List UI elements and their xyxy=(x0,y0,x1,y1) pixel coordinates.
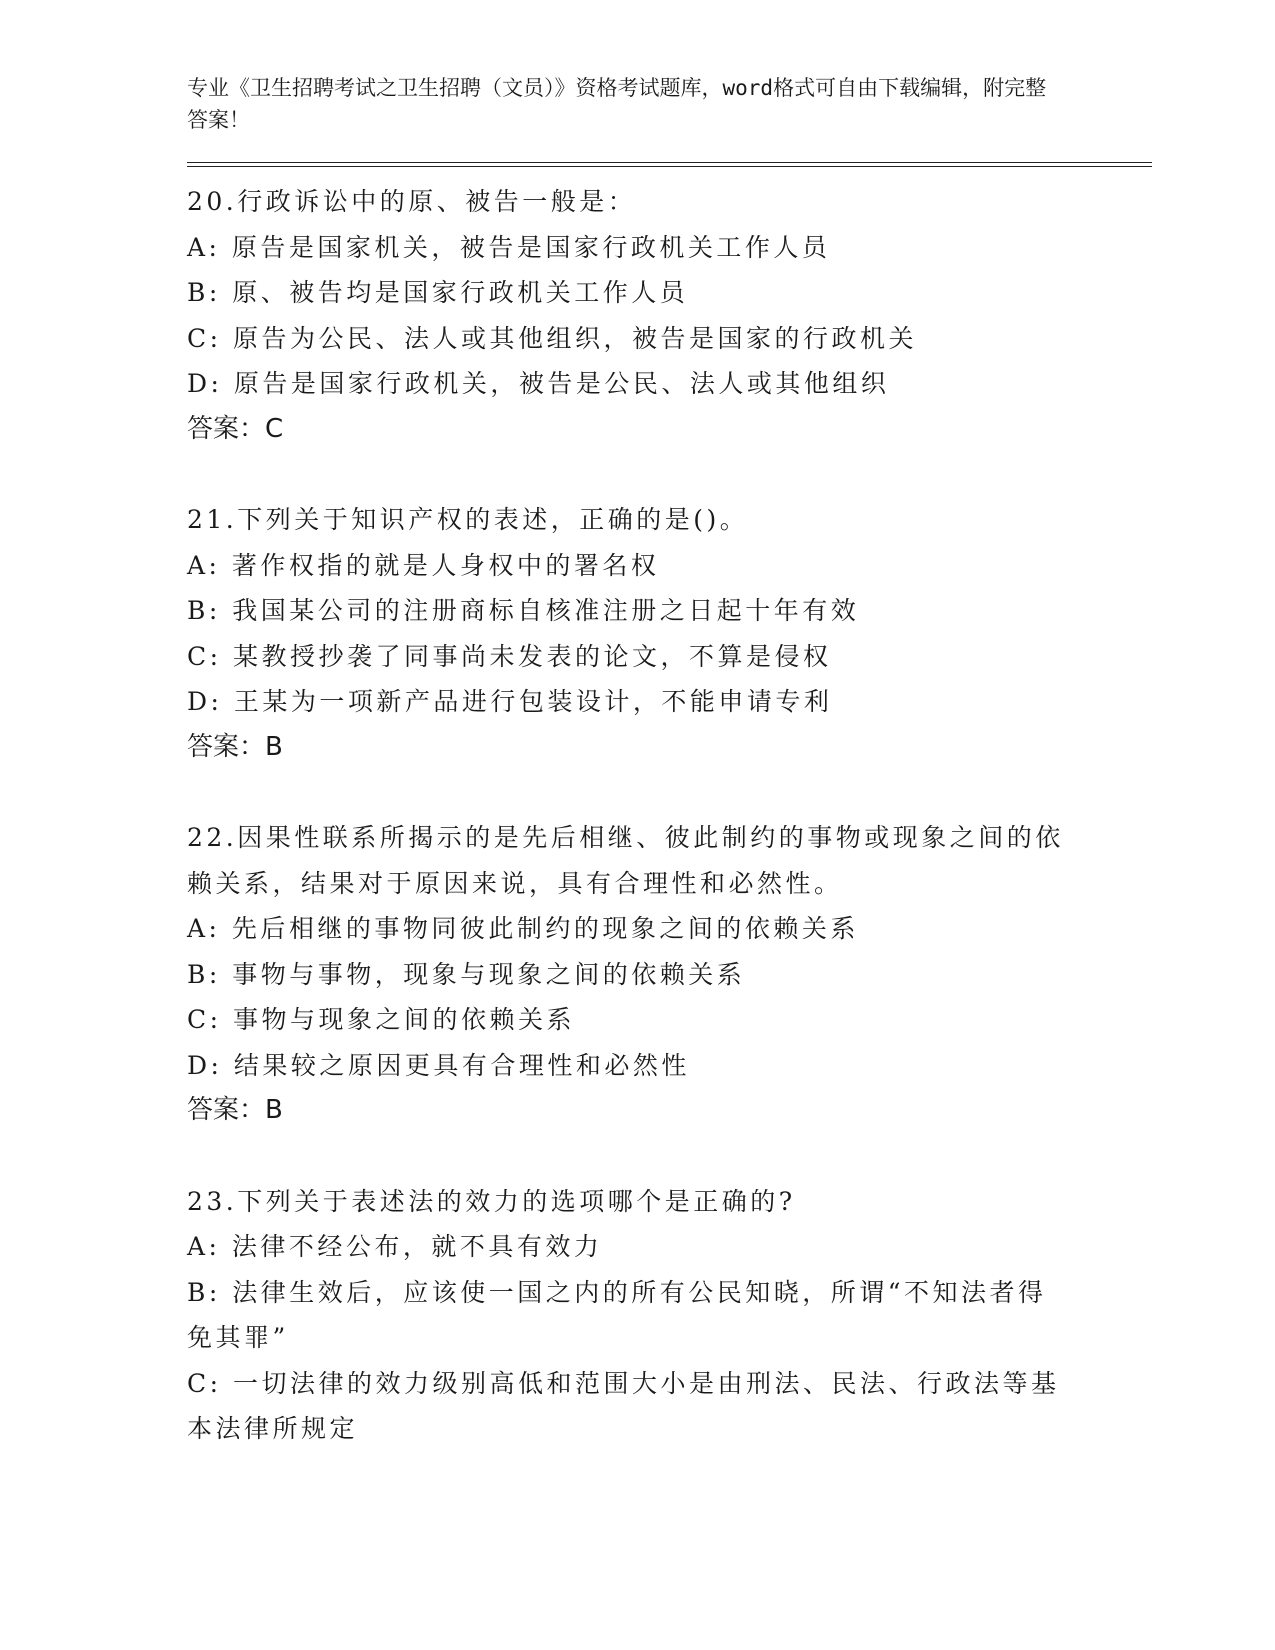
question-list xyxy=(187,179,1147,1452)
option-c: C: 一切法律的效力级别高低和范围大小是由刑法、民法、行政法等基本法律所规定 xyxy=(187,1368,1060,1443)
option-b: B: 原、被告均是国家行政机关工作人员 xyxy=(187,278,689,307)
option-c: C: 原告为公民、法人或其他组织，被告是国家的行政机关 xyxy=(187,323,918,353)
question-20 xyxy=(187,179,1147,452)
question-22 xyxy=(187,815,1147,1134)
question-stem: 22.因果性联系所揭示的是先后相继、彼此制约的事物或现象之间的依赖关系，结果对于原因来说，具有合理性和必然性。 xyxy=(187,823,1064,898)
option-a: A: 原告是国家机关，被告是国家行政机关工作人员 xyxy=(187,232,831,262)
option-b: B: 法律生效后，应该使一国之内的所有公民知晓，所谓“不知法者得免其罪” xyxy=(187,1277,1047,1352)
option-b: B: 事物与事物，现象与现象之间的依赖关系 xyxy=(187,959,746,989)
header-rule-top xyxy=(187,162,1152,163)
option-c: C: 某教授抄袭了同事尚未发表的论文，不算是侵权 xyxy=(187,641,832,671)
header-double-rule xyxy=(187,162,1152,167)
option-d: D: 王某为一项新产品进行包装设计，不能申请专利 xyxy=(187,687,833,716)
question-stem: 21.下列关于知识产权的表述，正确的是()。 xyxy=(187,505,749,534)
option-a: A: 先后相继的事物同彼此制约的现象之间的依赖关系 xyxy=(187,914,859,943)
answer: 答案：B xyxy=(187,1095,283,1125)
option-d: D: 原告是国家行政机关，被告是公民、法人或其他组织 xyxy=(187,369,890,398)
question-23 xyxy=(187,1179,1147,1452)
option-d: D: 结果较之原因更具有合理性和必然性 xyxy=(187,1050,690,1080)
question-stem: 20.行政诉讼中的原、被告一般是： xyxy=(187,187,637,216)
document-page xyxy=(187,72,1147,1497)
question-21 xyxy=(187,497,1147,770)
document-header: 专业《卫生招聘考试之卫生招聘（文员）》资格考试题库，word格式可自由下载编辑，附完整答案！ xyxy=(187,76,1047,132)
question-stem: 23.下列关于表述法的效力的选项哪个是正确的? xyxy=(187,1186,796,1216)
answer: 答案：C xyxy=(187,413,284,444)
option-c: C: 事物与现象之间的依赖关系 xyxy=(187,1005,575,1034)
header-rule-bottom xyxy=(187,166,1152,167)
option-a: A: 法律不经公布，就不具有效力 xyxy=(187,1232,603,1261)
option-b: B: 我国某公司的注册商标自核准注册之日起十年有效 xyxy=(187,596,860,625)
option-a: A: 著作权指的就是人身权中的署名权 xyxy=(187,550,660,580)
answer: 答案：B xyxy=(187,731,283,762)
